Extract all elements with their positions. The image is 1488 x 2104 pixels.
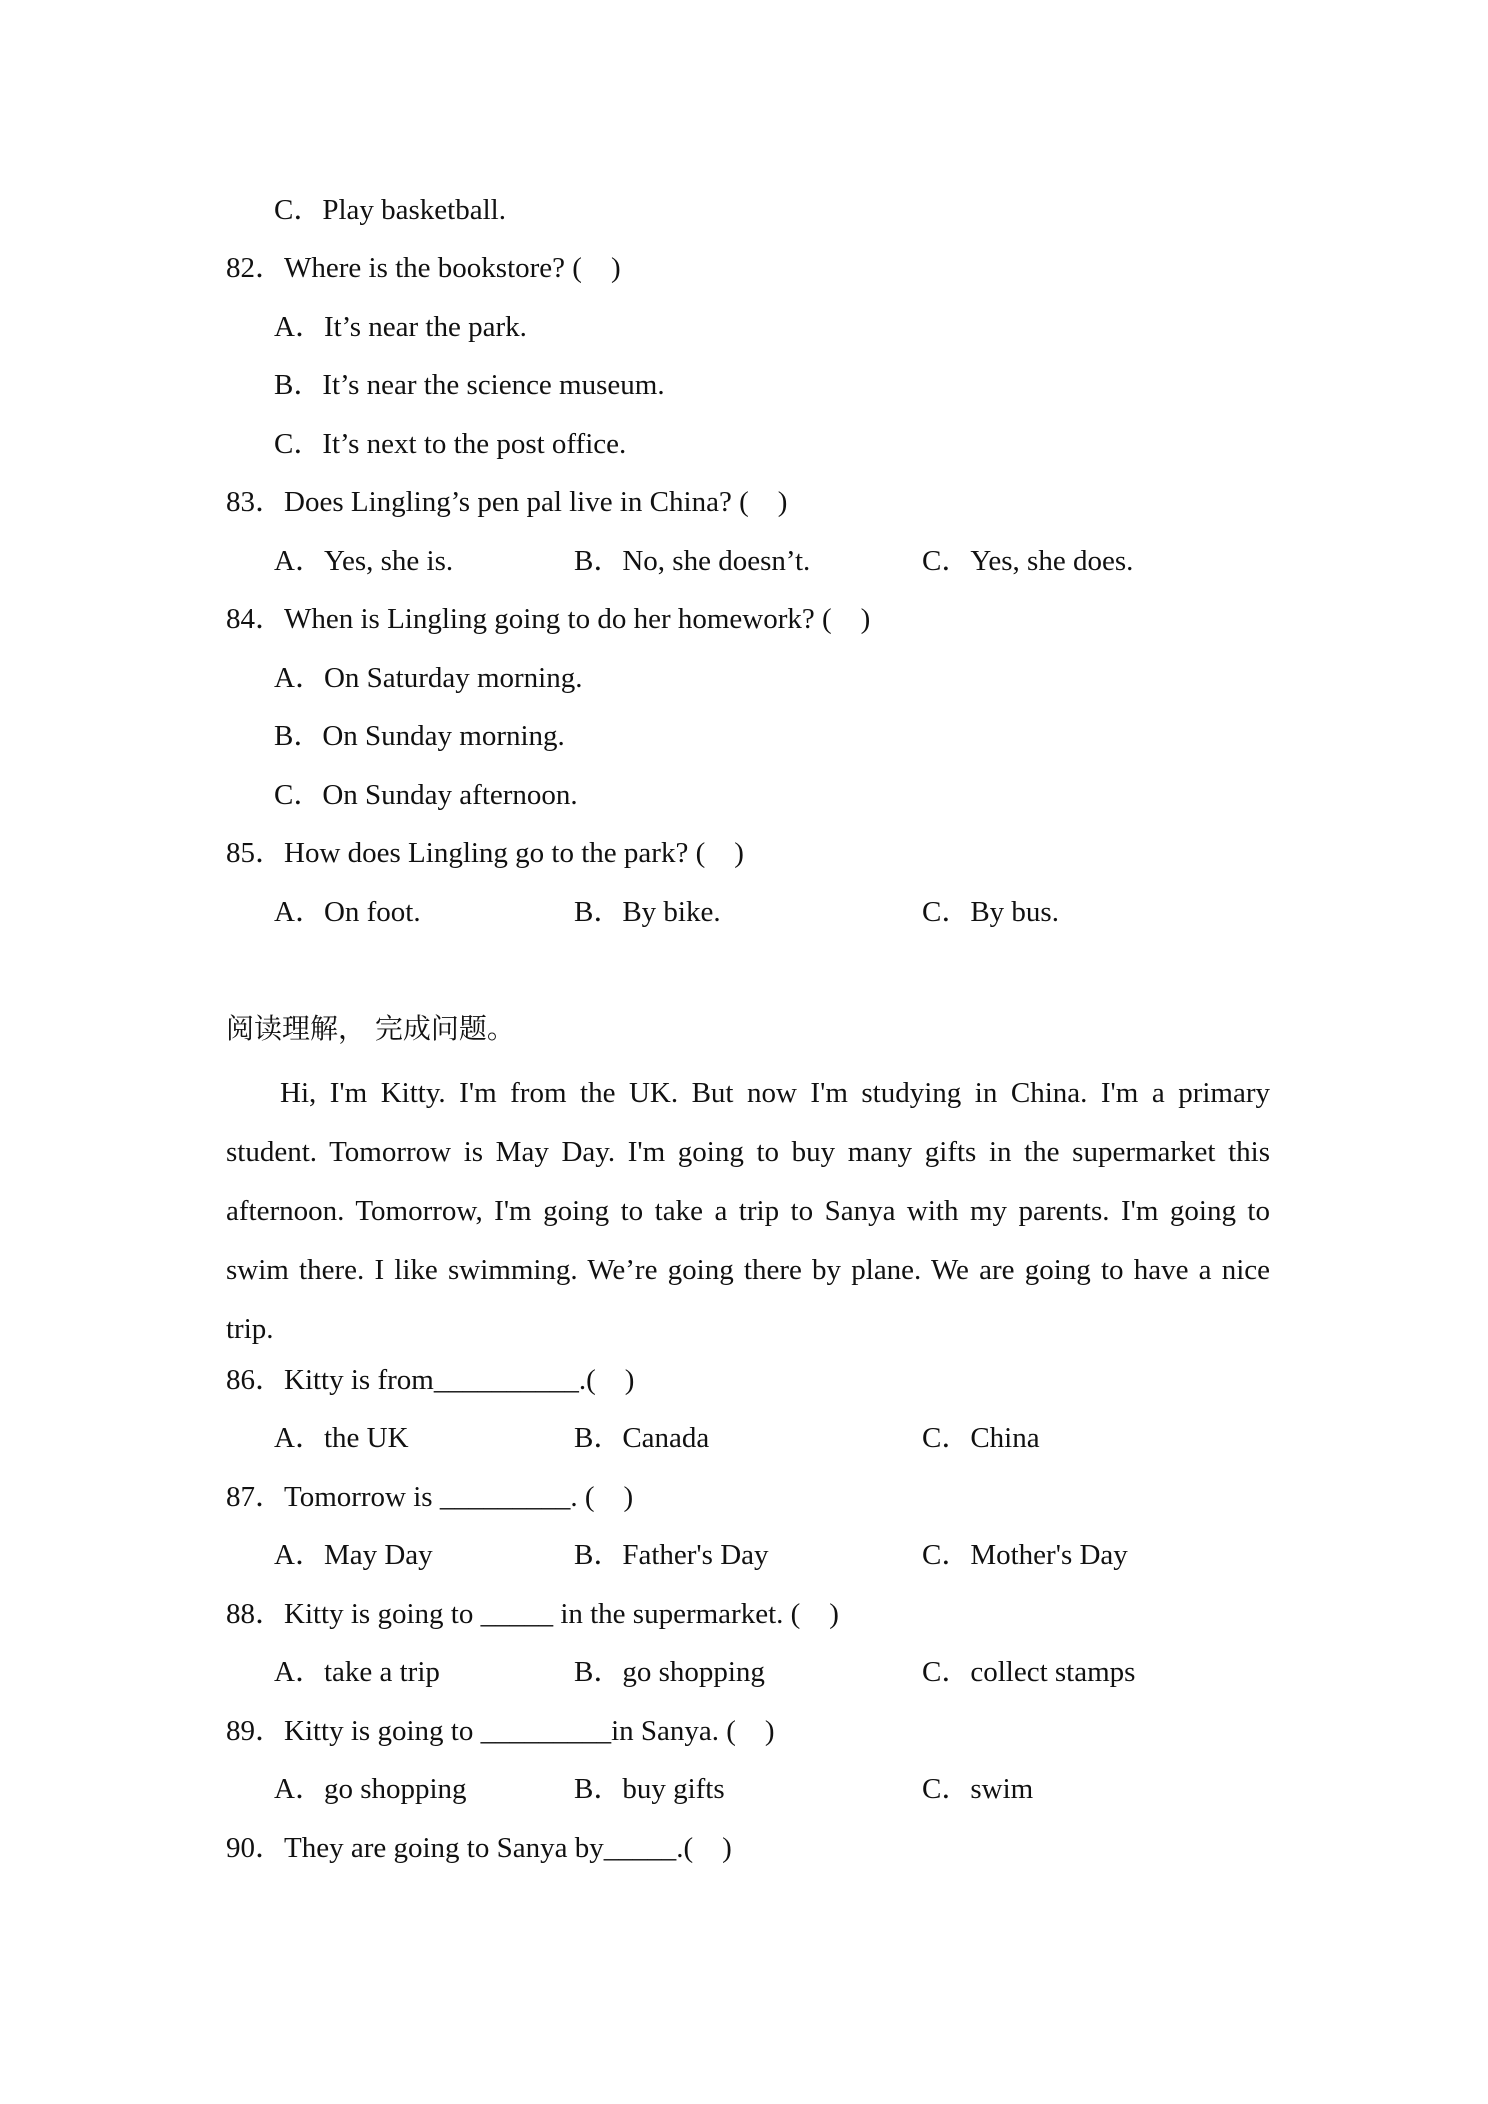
q83-option-c: C．Yes, she does. [922,545,1134,577]
q82-option-b: B．It’s near the science museum. [274,369,665,401]
q87-option-b: B．Father's Day [574,1539,769,1571]
question-85: 85．How does Lingling go to the park? ( ) [226,837,744,869]
q83-option-b: B．No, she doesn’t. [574,545,811,577]
q88-option-b: B．go shopping [574,1656,765,1688]
q89-option-b: B．buy gifts [574,1773,725,1805]
q86-option-c: C．China [922,1422,1040,1454]
q87-option-a: A．May Day [274,1539,433,1571]
q88-option-c: C．collect stamps [922,1656,1136,1688]
q88-option-a: A．take a trip [274,1656,440,1688]
question-83: 83．Does Lingling’s pen pal live in China? ( ) [226,486,788,518]
question-84: 84．When is Lingling going to do her homework? ( ) [226,603,871,635]
q86-option-b: B．Canada [574,1422,710,1454]
question-88: 88．Kitty is going to _____ in the supermarket. ( ) [226,1598,839,1630]
q86-option-a: A．the UK [274,1422,409,1454]
q84-option-b: B．On Sunday morning. [274,720,565,752]
q84-option-a: A．On Saturday morning. [274,662,583,694]
q87-option-c: C．Mother's Day [922,1539,1128,1571]
q89-option-c: C．swim [922,1773,1034,1805]
q85-option-a: A．On foot. [274,896,421,928]
question-82: 82．Where is the bookstore? ( ) [226,252,621,284]
q84-option-c: C．On Sunday afternoon. [274,779,578,811]
question-87: 87．Tomorrow is _________. ( ) [226,1481,634,1513]
q82-option-c: C．It’s next to the post office. [274,428,627,460]
question-90: 90．They are going to Sanya by_____.( ) [226,1832,732,1864]
reading-passage: Hi, I'm Kitty. I'm from the UK. But now I'm studying in China. I'm a primary student. Tomorrow is May Day. I'm going to buy many gifts in the supermarket this afternoon. Tomorrow, I'm going to take a trip to Sanya with my parents. I'm going to swim there. I like swimming. We’re going there by plane. We are going to have a nice trip. [226,1077,1270,1345]
q81-option-c: C．Play basketball. [274,194,506,226]
reading-heading: 阅读理解， 完成问题。 [226,1012,515,1045]
q83-option-a: A．Yes, she is. [274,545,454,577]
q82-option-a: A．It’s near the park. [274,311,527,343]
q89-option-a: A．go shopping [274,1773,467,1805]
question-89: 89．Kitty is going to _________in Sanya. ( ) [226,1715,775,1747]
q85-option-c: C．By bus. [922,896,1059,928]
question-86: 86．Kitty is from__________.( ) [226,1364,635,1396]
q85-option-b: B．By bike. [574,896,721,928]
